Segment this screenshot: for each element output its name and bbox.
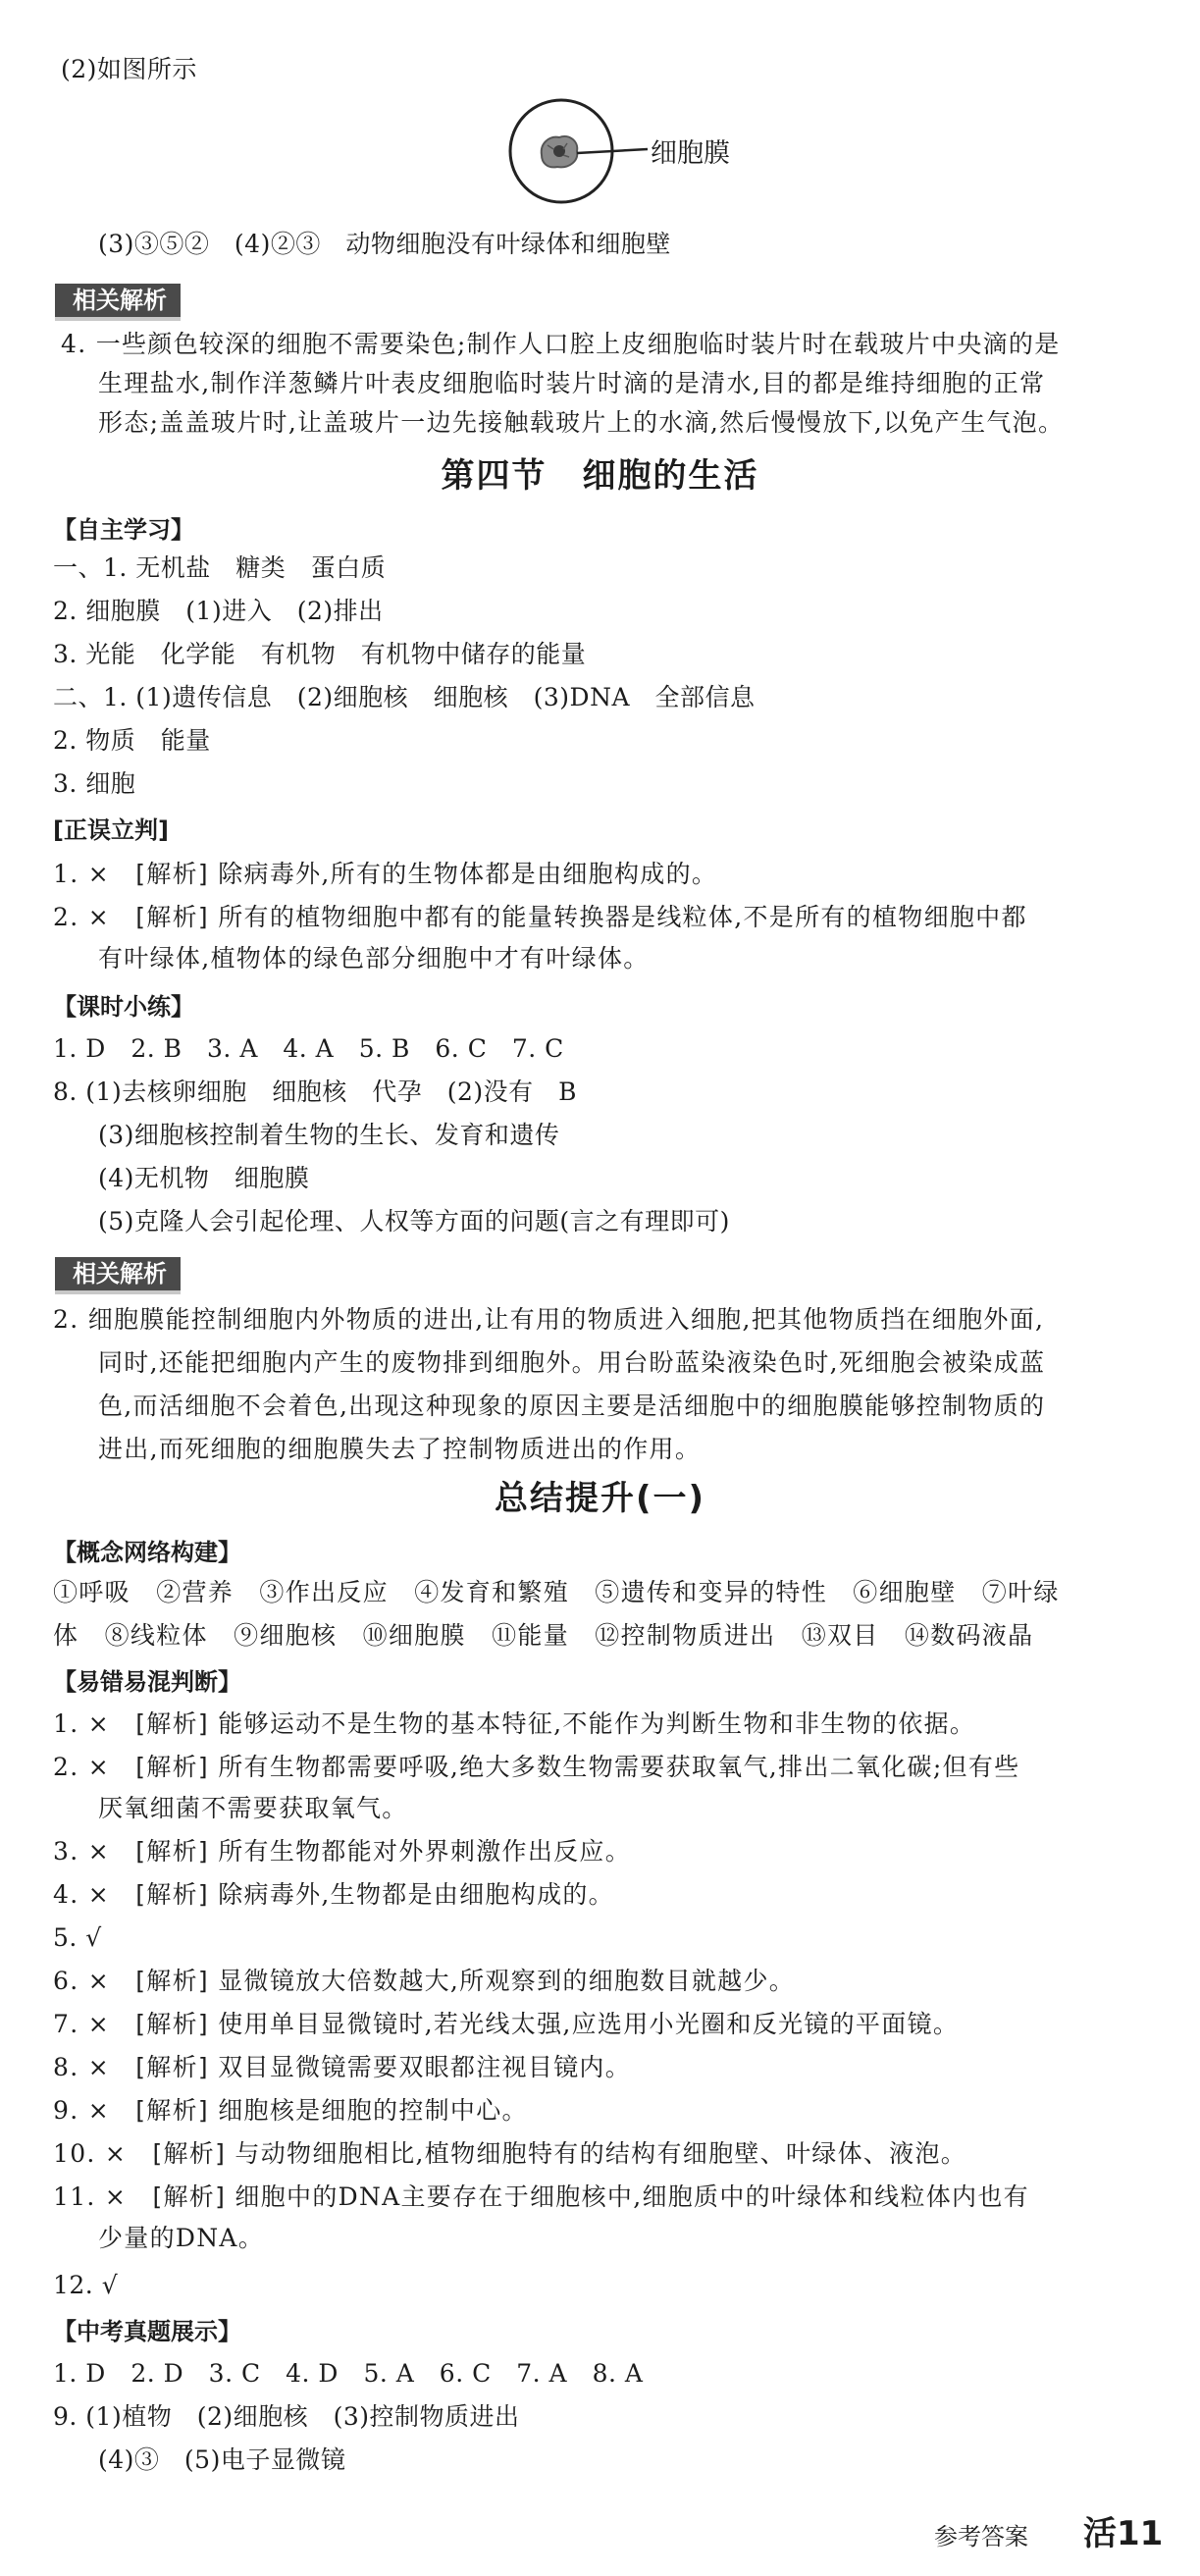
analysis-label: [解析] xyxy=(135,1967,209,1995)
yicuo-item-2 xyxy=(53,1751,1019,1784)
item-text: 显微镜放大倍数越大,所观察到的细胞数目就越少。 xyxy=(218,1967,796,1995)
item-number: 8. × xyxy=(53,2053,136,2081)
zhengwu-heading: [正误立判] xyxy=(53,816,169,844)
analysis-label: [解析] xyxy=(135,2010,209,2038)
item-text: 双目显微镜需要双眼都注视目镜内。 xyxy=(218,2053,632,2081)
analysis-tag-2: 相关解析 xyxy=(55,1257,181,1294)
keshi-line-4: (4)无机物 细胞膜 xyxy=(98,1164,310,1192)
analysis-label: [解析] xyxy=(152,2182,227,2211)
zhongkao-line-2: 9. (1)植物 (2)细胞核 (3)控制物质进出 xyxy=(53,2402,520,2431)
analysis2-line-1: 2. 细胞膜能控制细胞内外物质的进出,让有用的物质进入细胞,把其他物质挡在细胞外面, xyxy=(53,1305,1045,1334)
item-text: 所有生物都需要呼吸,绝大多数生物需要获取氧气,排出二氧化碳;但有些 xyxy=(218,1753,1020,1781)
item-2: (2)如图所示 xyxy=(61,55,197,83)
yicuo-item-1 xyxy=(53,1708,975,1741)
item-number: 6. × xyxy=(53,1967,136,1995)
item-text: 除病毒外,所有的生物体都是由细胞构成的。 xyxy=(218,860,718,888)
item-number: 3. × xyxy=(53,1837,136,1866)
analysis-label: [解析] xyxy=(135,2053,209,2081)
item-number: 1. × xyxy=(53,1709,136,1738)
zizhu-line-3: 3. 光能 化学能 有机物 有机物中储存的能量 xyxy=(53,640,587,668)
item-text: 所有生物都能对外界刺激作出反应。 xyxy=(218,1837,632,1866)
zhengwu-item-2-cont: 有叶绿体,植物体的绿色部分细胞中才有叶绿体。 xyxy=(98,944,650,973)
yicuo-heading: 【易错易混判断】 xyxy=(53,1668,241,1696)
analysis-label: [解析] xyxy=(135,1753,209,1781)
analysis2-line-2: 同时,还能把细胞内产生的废物排到细胞外。用台盼蓝染液染色时,死细胞会被染成蓝 xyxy=(98,1348,1046,1377)
item-text: 使用单目显微镜时,若光线太强,应选用小光圈和反光镜的平面镜。 xyxy=(218,2010,960,2038)
membrane-label: 细胞膜 xyxy=(651,138,730,169)
yicuo-item-11-cont: 少量的DNA。 xyxy=(98,2224,265,2252)
zizhu-line-5: 2. 物质 能量 xyxy=(53,726,211,755)
zizhu-line-1: 一、1. 无机盐 糖类 蛋白质 xyxy=(53,553,387,582)
yicuo-item-8 xyxy=(53,2051,631,2084)
yicuo-item-7 xyxy=(53,2008,959,2041)
item-number: 7. × xyxy=(53,2010,136,2038)
yicuo-item-3 xyxy=(53,1835,631,1868)
cell-diagram xyxy=(491,98,785,206)
analysis-label: [解析] xyxy=(135,2096,209,2125)
item-number: 9. × xyxy=(53,2096,136,2125)
keshi-line-1: 1. D 2. B 3. A 4. A 5. B 6. C 7. C xyxy=(53,1034,564,1063)
item-text: 能够运动不是生物的基本特征,不能作为判断生物和非生物的依据。 xyxy=(218,1709,976,1738)
gainian-line-2: 体 ⑧线粒体 ⑨细胞核 ⑩细胞膜 ⑪能量 ⑫控制物质进出 ⑬双目 ⑭数码液晶 xyxy=(53,1621,1034,1650)
yicuo-item-4 xyxy=(53,1878,614,1912)
analysis-label: [解析] xyxy=(152,2139,227,2168)
keshi-line-2: 8. (1)去核卵细胞 细胞核 代孕 (2)没有 B xyxy=(53,1078,577,1106)
zizhu-heading: 【自主学习】 xyxy=(53,516,194,544)
analysis-label: [解析] xyxy=(135,1709,209,1738)
analysis-label: [解析] xyxy=(135,903,209,931)
zhongkao-line-1: 1. D 2. D 3. C 4. D 5. A 6. C 7. A 8. A xyxy=(53,2359,644,2388)
yicuo-item-5: 5. √ xyxy=(53,1923,102,1952)
analysis2-line-3: 色,而活细胞不会着色,出现这种现象的原因主要是活细胞中的细胞膜能够控制物质的 xyxy=(98,1392,1046,1420)
summary-title: 总结提升(一) xyxy=(494,1479,706,1518)
gainian-heading: 【概念网络构建】 xyxy=(53,1539,241,1566)
item-3-4: (3)③⑤② (4)②③ 动物细胞没有叶绿体和细胞壁 xyxy=(98,230,671,258)
yicuo-item-11 xyxy=(53,2181,1029,2214)
zhengwu-item-1 xyxy=(53,858,717,891)
analysis1-line-1: 4. 一些颜色较深的细胞不需要染色;制作人口腔上皮细胞临时装片时在载玻片中央滴的是 xyxy=(61,330,1061,358)
zhongkao-heading: 【中考真题展示】 xyxy=(53,2318,241,2345)
item-text: 细胞核是细胞的控制中心。 xyxy=(218,2096,528,2125)
gainian-line-1: ①呼吸 ②营养 ③作出反应 ④发育和繁殖 ⑤遗传和变异的特性 ⑥细胞壁 ⑦叶绿 xyxy=(53,1578,1060,1606)
item-number: 10. × xyxy=(53,2139,153,2168)
analysis-label: [解析] xyxy=(135,1880,209,1909)
item-number: 2. × xyxy=(53,1753,136,1781)
analysis-tag-1: 相关解析 xyxy=(55,284,181,321)
analysis1-line-2: 生理盐水,制作洋葱鳞片叶表皮细胞临时装片时滴的是清水,目的都是维持细胞的正常 xyxy=(98,369,1046,397)
footer-label: 参考答案 xyxy=(934,2523,1028,2550)
item-text: 除病毒外,生物都是由细胞构成的。 xyxy=(218,1880,614,1909)
keshi-line-3: (3)细胞核控制着生物的生长、发育和遗传 xyxy=(98,1121,560,1149)
zhongkao-line-3: (4)③ (5)电子显微镜 xyxy=(98,2445,346,2474)
page-number: 活11 xyxy=(1083,2514,1164,2553)
item-text: 所有的植物细胞中都有的能量转换器是线粒体,不是所有的植物细胞中都 xyxy=(218,903,1027,931)
analysis-label: [解析] xyxy=(135,860,209,888)
yicuo-item-9 xyxy=(53,2094,528,2128)
zizhu-line-6: 3. 细胞 xyxy=(53,769,136,798)
item-number: 2. × xyxy=(53,903,136,931)
zizhu-line-4: 二、1. (1)遗传信息 (2)细胞核 细胞核 (3)DNA 全部信息 xyxy=(53,683,756,711)
item-text: 细胞中的DNA主要存在于细胞核中,细胞质中的叶绿体和线粒体内也有 xyxy=(235,2182,1029,2211)
zizhu-line-2: 2. 细胞膜 (1)进入 (2)排出 xyxy=(53,597,384,625)
yicuo-item-2-cont: 厌氧细菌不需要获取氧气。 xyxy=(98,1794,408,1822)
zhengwu-item-2 xyxy=(53,901,1027,934)
item-number: 1. × xyxy=(53,860,136,888)
analysis2-line-4: 进出,而死细胞的细胞膜失去了控制物质进出的作用。 xyxy=(98,1435,702,1463)
analysis1-line-3: 形态;盖盖玻片时,让盖玻片一边先接触载玻片上的水滴,然后慢慢放下,以免产生气泡。 xyxy=(98,408,1065,437)
yicuo-item-10 xyxy=(53,2137,966,2171)
keshi-heading: 【课时小练】 xyxy=(53,993,194,1021)
keshi-line-5: (5)克隆人会引起伦理、人权等方面的问题(言之有理即可) xyxy=(98,1207,730,1235)
item-number: 4. × xyxy=(53,1880,136,1909)
item-number: 11. × xyxy=(53,2182,153,2211)
analysis-label: [解析] xyxy=(135,1837,209,1866)
section4-title: 第四节 细胞的生活 xyxy=(441,456,759,496)
yicuo-item-12: 12. √ xyxy=(53,2271,119,2299)
item-text: 与动物细胞相比,植物细胞特有的结构有细胞壁、叶绿体、液泡。 xyxy=(235,2139,967,2168)
yicuo-item-6 xyxy=(53,1965,795,1998)
